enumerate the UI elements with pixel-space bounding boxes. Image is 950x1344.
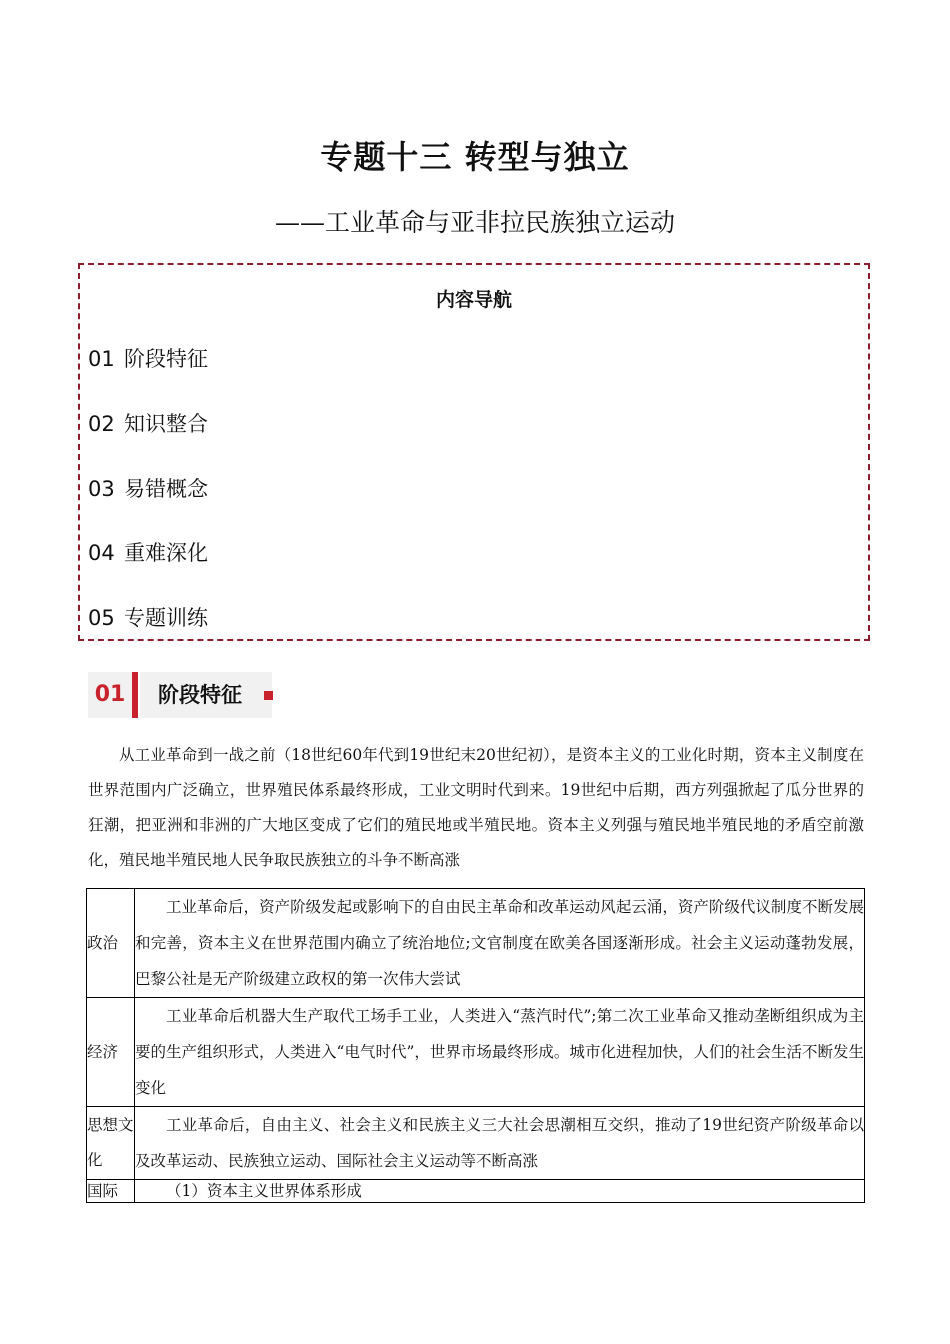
row-category: 经济 [87,998,135,1107]
table-row [87,1107,865,1180]
nav-item-number: 05 [88,606,115,630]
row-description: （1）资本主义世界体系形成 [135,1180,865,1203]
section-divider-bar [132,672,138,718]
row-category: 思想文化 [87,1107,135,1180]
document-subtitle: ——工业革命与亚非拉民族独立运动 [274,208,675,237]
nav-item-5[interactable] [88,602,208,632]
nav-heading: 内容导航 [435,289,512,311]
nav-item-number: 02 [88,412,115,436]
nav-item-label: 易错概念 [124,477,208,501]
nav-item-label: 专题训练 [124,606,208,630]
nav-item-2[interactable] [88,408,208,438]
row-description: 工业革命后，资产阶级发起或影响下的自由民主革命和改革运动风起云涌，资产阶级代议制度不断发展和完善，资本主义在世界范围内确立了统治地位;文官制度在欧美各国逐渐形成。社会主义运动蓬勃发展，巴黎公社是无产阶级建立政权的第一次伟大尝试 [135,889,865,998]
section-header [88,672,272,718]
nav-item-4[interactable] [88,537,208,567]
row-description: 工业革命后机器大生产取代工场手工业，人类进入“蒸汽时代”;第二次工业革命又推动垄断组织成为主要的生产组织形式，人类进入“电气时代”，世界市场最终形成。城市化进程加快，人们的社会生活不断发生变化 [135,998,865,1107]
nav-item-label: 阶段特征 [124,347,208,371]
stage-features-table [86,888,865,1203]
document-title: 专题十三 转型与独立 [320,138,630,176]
section-title: 阶段特征 [140,672,272,718]
section-number: 01 [88,672,132,718]
row-description: 工业革命后，自由主义、社会主义和民族主义三大社会思潮相互交织，推动了19世纪资产阶级革命以及改革运动、民族独立运动、国际社会主义运动等不断高涨 [135,1107,865,1180]
nav-item-label: 知识整合 [124,412,208,436]
nav-item-number: 03 [88,477,115,501]
nav-item-label: 重难深化 [124,541,208,565]
table-row [87,1180,865,1203]
nav-item-1[interactable] [88,343,208,373]
row-category: 政治 [87,889,135,998]
row-category: 国际 [87,1180,135,1203]
content-navigation-box [78,263,870,641]
table-row [87,889,865,998]
nav-item-number: 04 [88,541,115,565]
square-marker-icon [264,691,273,700]
table-row [87,998,865,1107]
intro-paragraph: 从工业革命到一战之前（18世纪60年代到19世纪末20世纪初），是资本主义的工业化时期，资本主义制度在世界范围内广泛确立，世界殖民体系最终形成，工业文明时代到来。19世纪中后期，西方列强掀起了瓜分世界的狂潮，把亚洲和非洲的广大地区变成了它们的殖民地或半殖民地。资本主义列强与殖民地半殖民地的矛盾空前激化，殖民地半殖民地人民争取民族独立的斗争不断高涨 [88,746,864,869]
nav-item-number: 01 [88,347,115,371]
nav-item-3[interactable] [88,473,208,503]
